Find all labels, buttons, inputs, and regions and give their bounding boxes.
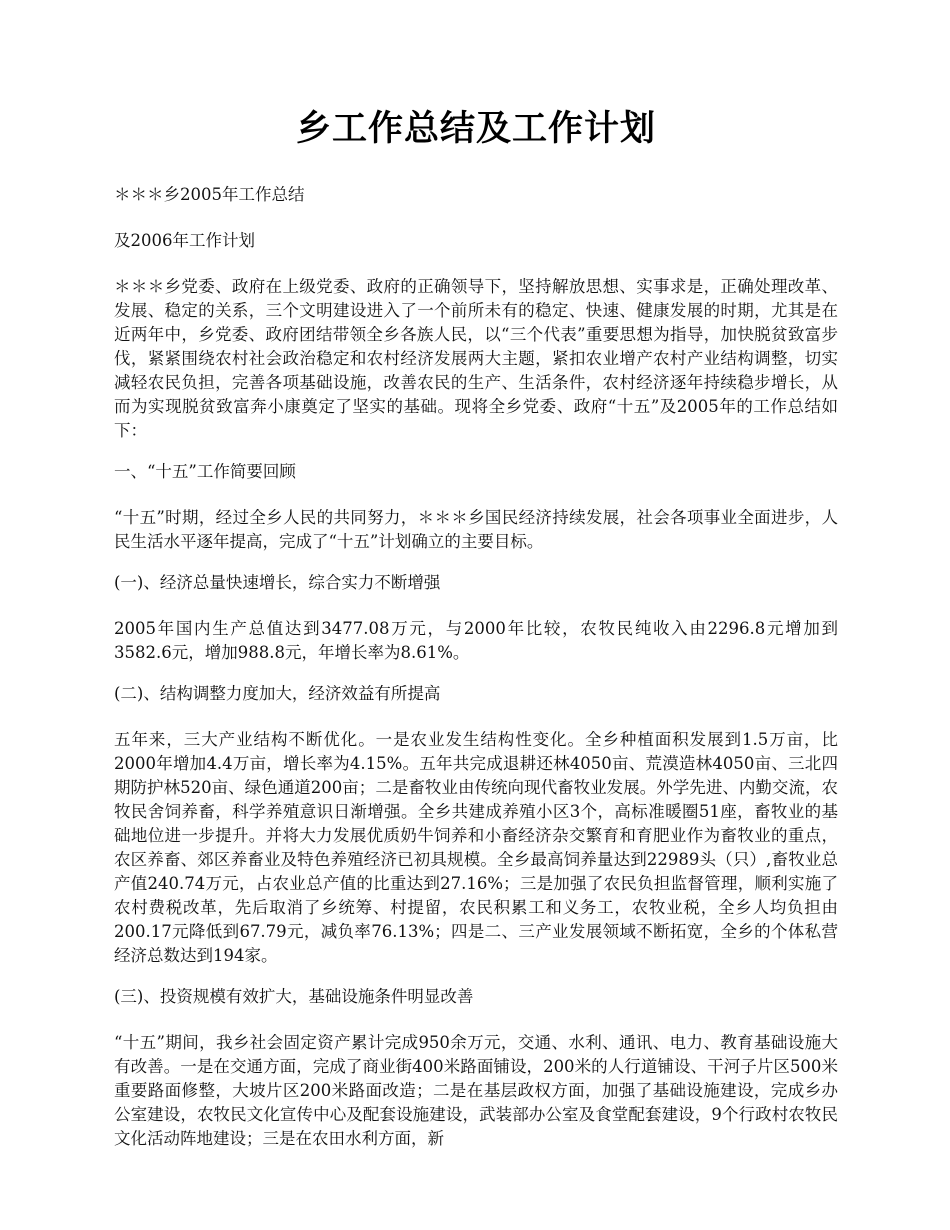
subtitle-line-2: 及2006年工作计划 — [114, 231, 255, 250]
subsection-heading-3: (三)、投资规模有效扩大，基础设施条件明显改善 — [114, 987, 474, 1006]
subsection-heading-2: (二)、结构调整力度加大，经济效益有所提高 — [114, 684, 441, 703]
subsection-heading-1: (一)、经济总量快速增长，综合实力不断增强 — [114, 573, 441, 592]
overview-paragraph: “十五”时期，经过全乡人民的共同努力，＊＊＊乡国民经济持续发展，社会各项事业全面进步，人民生活水平逐年提高，完成了“十五”计划确立的主要目标。 — [114, 508, 838, 551]
intro-paragraph: ＊＊＊乡党委、政府在上级党委、政府的正确领导下，坚持解放思想、实事求是，正确处理改革、发展、稳定的关系，三个文明建设进入了一个前所未有的稳定、快速、健康发展的时期，尤其是在近两年中，乡党委、政府团结带领全乡各族人民，以“三个代表”重要思想为指导，加快脱贫致富步伐，紧紧围绕农村社会政治稳定和农村经济发展两大主题，紧扣农业增产农村产业结构调整，切实减轻农民负担，完善各项基础设施，改善农民的生产、生活条件，农村经济逐年持续稳步增长，从而为实现脱贫致富奔小康奠定了坚实的基础。现将全乡党委、政府“十五”及2005年的工作总结如下： — [114, 277, 838, 440]
economy-paragraph: 2005年国内生产总值达到3477.08万元，与2000年比较，农牧民纯收入由2296.8元增加到3582.6元，增加988.8元，年增长率为8.61%。 — [114, 619, 838, 662]
structure-paragraph: 五年来，三大产业结构不断优化。一是农业发生结构性变化。全乡种植面积发展到1.5万亩，比2000年增加4.4万亩，增长率为4.15%。五年共完成退耕还林4050亩、荒漠造林4050亩、三北四期防护林520亩、绿色通道200亩；二是畜牧业由传统向现代畜牧业发展。外学先进、内勤交流，农牧民舍饲养畜，科学养殖意识日渐增强。全乡共建成养殖小区3个，高标准暖圈51座，畜牧业的基础地位进一步提升。并将大力发展优质奶牛饲养和小畜经济杂交繁育和育肥业作为畜牧业的重点，农区养畜、郊区养畜业及特色养殖经济已初具规模。全乡最高饲养量达到22989头（只）,畜牧业总产值240.74万元，占农业总产值的比重达到27.16%；三是加强了农民负担监督管理，顺利实施了农村费税改革，先后取消了乡统筹、村提留，农民积累工和义务工，农牧业税，全乡人均负担由200.17元降低到67.79元，减负率76.13%；四是二、三产业发展领域不断拓宽，全乡的个体私营经济总数达到194家。 — [114, 730, 838, 965]
investment-paragraph: “十五”期间，我乡社会固定资产累计完成950余万元，交通、水利、通讯、电力、教育基础设施大有改善。一是在交通方面，完成了商业街400米路面铺设，200米的人行道铺设、干河子片区500米重要路面修整，大坡片区200米路面改造；二是在基层政权方面，加强了基础设施建设，完成乡办公室建设，农牧民文化宣传中心及配套设施建设，武装部办公室及食堂配套建设，9个行政村农牧民文化活动阵地建设；三是在农田水利方面，新 — [114, 1033, 838, 1148]
subtitle-line-1: ＊＊＊乡2005年工作总结 — [114, 185, 305, 204]
document-title: 乡工作总结及工作计划 — [295, 108, 656, 149]
section-heading-1: 一、“十五”工作简要回顾 — [114, 462, 296, 481]
